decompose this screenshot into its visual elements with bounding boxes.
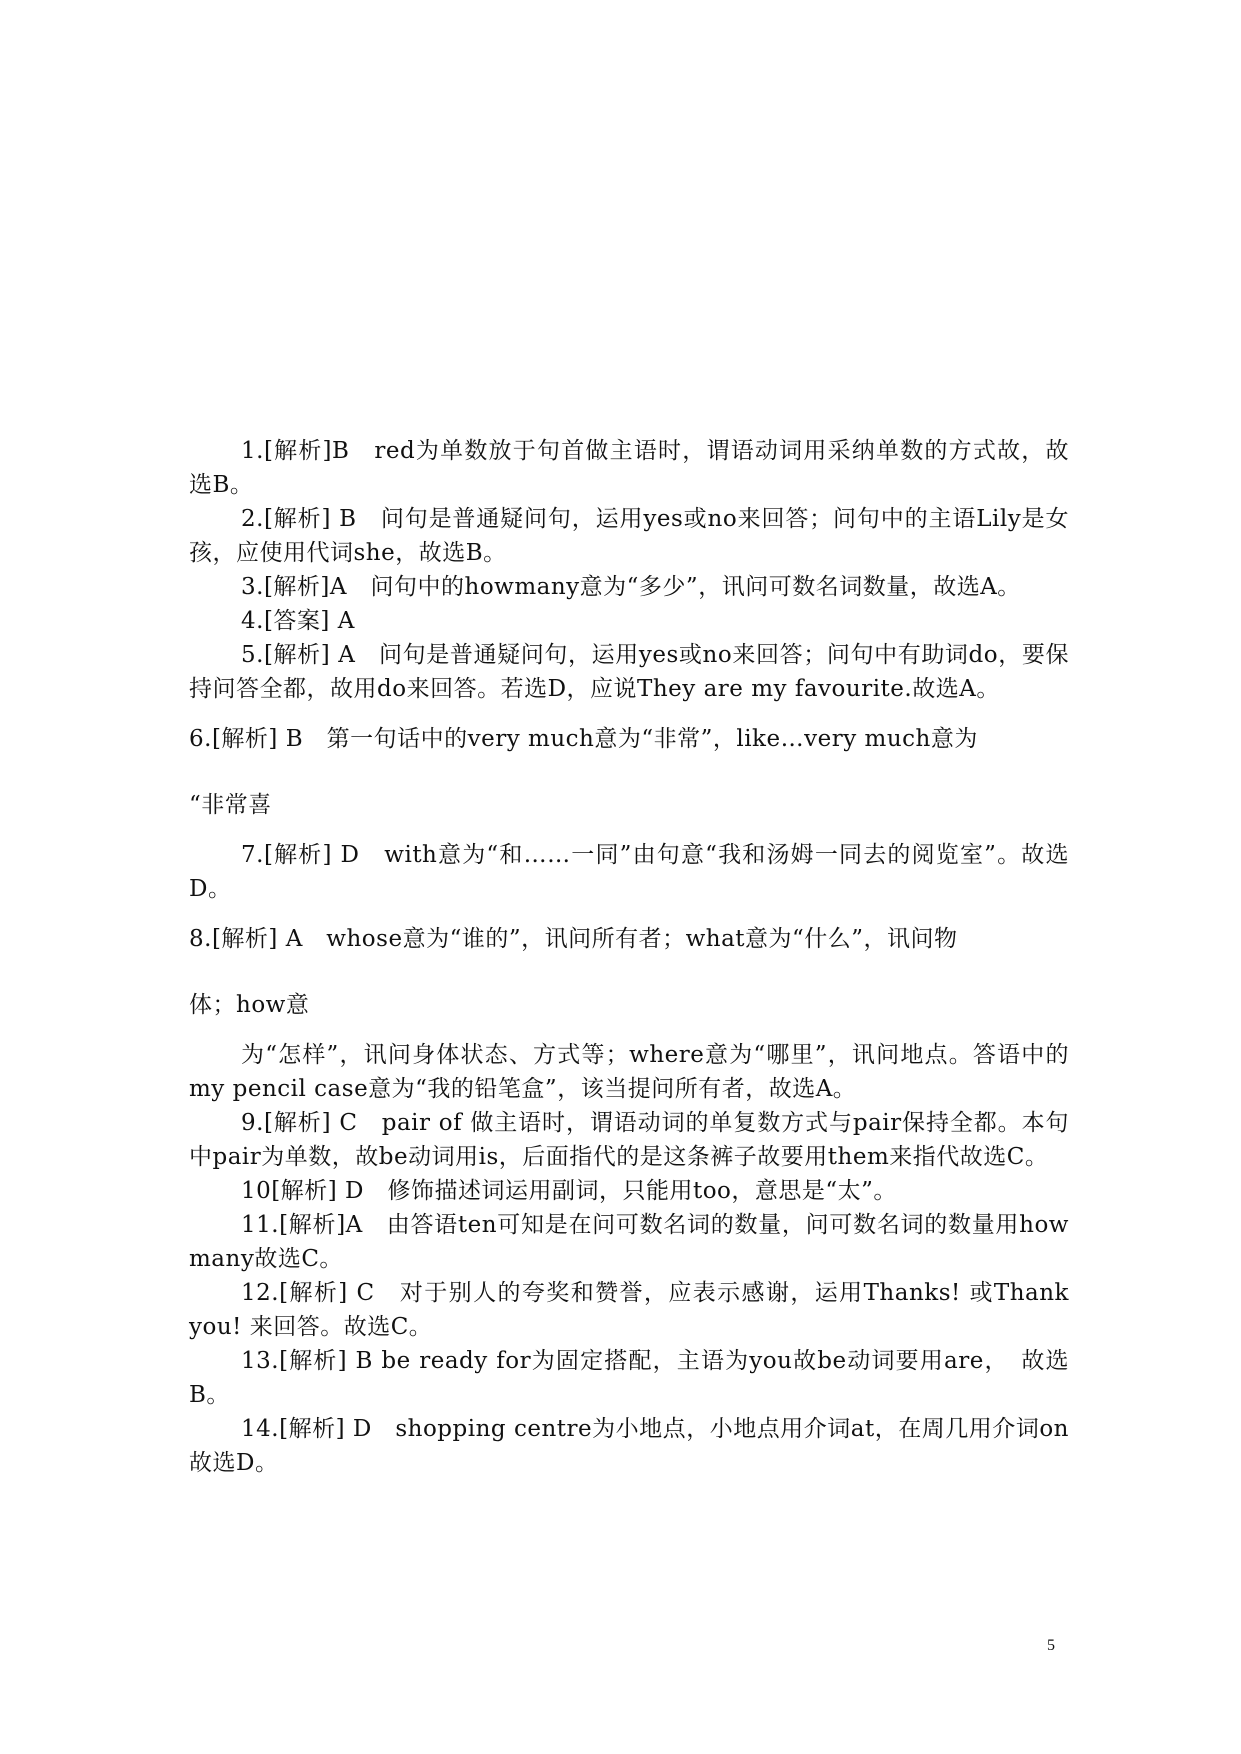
explanation-6: 6.[解析] B 第一句话中的very much意为“非常”，like…very much意为	[189, 726, 978, 752]
explanation-13: 13.[解析] B be ready for为固定搭配，主语为you故be动词要用are， 故选B。	[189, 1348, 1069, 1408]
page-number: 5	[1047, 1637, 1055, 1654]
answer-explanations	[189, 434, 1069, 1480]
explanation-12: 12.[解析] C 对于别人的夸奖和赞誉，应表示感谢，运用Thanks! 或Thank you! 来回答。故选C。	[189, 1280, 1069, 1340]
explanation-5: 5.[解析] A 问句是普通疑问句，运用yes或no来回答；问句中有助词do，要保持问答全都，故用do来回答。若选D，应说They are my favourite.故选A。	[189, 642, 1069, 702]
explanation-6-continued: “非常喜	[189, 792, 272, 818]
explanation-7: 7.[解析] D with意为“和……一同”由句意“我和汤姆一同去的阅览室”。故选D。	[189, 842, 1069, 902]
explanation-8-remainder: 为“怎样”，讯问身体状态、方式等；where意为“哪里”，讯问地点。答语中的my pencil case意为“我的铅笔盒”，该当提问所有者，故选A。	[189, 1042, 1069, 1102]
explanation-8: 8.[解析] A whose意为“谁的”，讯问所有者；what意为“什么”，讯问物	[189, 926, 958, 952]
explanation-1: 1.[解析]B red为单数放于句首做主语时，谓语动词用采纳单数的方式故，故选B。	[189, 438, 1069, 498]
explanation-10: 10[解析] D 修饰描述词运用副词，只能用too，意思是“太”。	[241, 1178, 897, 1204]
explanation-8-continued: 体；how意	[189, 992, 310, 1018]
answer-4: 4.[答案] A	[241, 608, 355, 634]
explanation-2: 2.[解析] B 问句是普通疑问句，运用yes或no来回答；问句中的主语Lily是女孩，应使用代词she，故选B。	[189, 506, 1069, 566]
explanation-14: 14.[解析] D shopping centre为小地点，小地点用介词at，在周几用介词on故选D。	[189, 1416, 1069, 1476]
explanation-3: 3.[解析]A 问句中的howmany意为“多少”，讯问可数名词数量，故选A。	[241, 574, 1021, 600]
explanation-11: 11.[解析]A 由答语ten可知是在问可数名词的数量，问可数名词的数量用how many故选C。	[189, 1212, 1069, 1272]
explanation-9: 9.[解析] C pair of 做主语时，谓语动词的单复数方式与pair保持全都。本句中pair为单数，故be动词用is，后面指代的是这条裤子故要用them来指代故选C。	[189, 1110, 1069, 1170]
